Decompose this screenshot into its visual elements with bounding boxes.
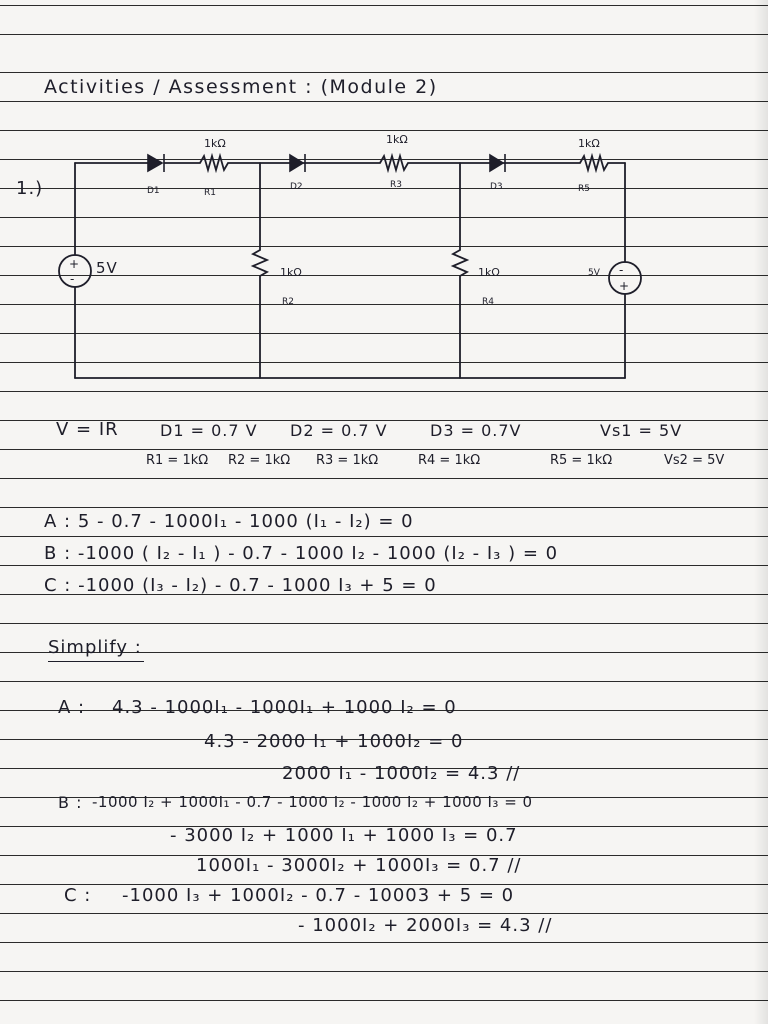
simplify-b-line-1: -1000 I₂ + 1000I₁ - 0.7 - 1000 I₂ - 1000 I₂ + 1000 I₃ = 0 bbox=[92, 793, 533, 811]
r5-value-label: 1kΩ bbox=[578, 137, 600, 150]
page-title: Activities / Assessment : (Module 2) bbox=[44, 76, 438, 98]
simplify-b-label: B : bbox=[58, 793, 83, 812]
loop-equation-b: B : -1000 ( I₂ - I₁ ) - 0.7 - 1000 I₂ - 1000 (I₂ - I₃ ) = 0 bbox=[44, 543, 559, 564]
simplify-a-line-1: 4.3 - 1000I₁ - 1000I₁ + 1000 I₂ = 0 bbox=[112, 697, 457, 718]
r2-value-label: 1kΩ bbox=[280, 266, 302, 279]
svg-text:+: + bbox=[619, 279, 630, 293]
svg-text:-: - bbox=[619, 263, 624, 277]
r5-name-label: R5 bbox=[578, 184, 590, 194]
simplify-underline bbox=[48, 661, 144, 662]
d1-label: D1 bbox=[147, 186, 160, 196]
d2-label: D2 bbox=[290, 182, 303, 192]
r1-name-label: R1 bbox=[204, 188, 216, 198]
simplify-c-label: C : bbox=[64, 885, 92, 906]
r2-name-label: R2 bbox=[282, 297, 294, 307]
simplify-a-line-3: 2000 I₁ - 1000I₂ = 4.3 // bbox=[282, 763, 521, 784]
r2-given: R2 = 1kΩ bbox=[228, 453, 291, 468]
r3-name-label: R3 bbox=[390, 180, 402, 190]
ohms-law: V = IR bbox=[56, 419, 119, 440]
d1-given: D1 = 0.7 V bbox=[160, 421, 258, 440]
loop-equation-a: A : 5 - 0.7 - 1000I₁ - 1000 (I₁ - I₂) = 0 bbox=[44, 511, 414, 532]
d2-given: D2 = 0.7 V bbox=[290, 421, 388, 440]
r3-value-label: 1kΩ bbox=[386, 133, 408, 146]
svg-text:+: + bbox=[69, 257, 80, 271]
simplify-a-label: A : bbox=[58, 697, 86, 718]
r3-given: R3 = 1kΩ bbox=[316, 453, 379, 468]
svg-text:-: - bbox=[70, 272, 75, 286]
simplify-heading: Simplify : bbox=[48, 637, 142, 658]
simplify-a-line-2: 4.3 - 2000 I₁ + 1000I₂ = 0 bbox=[204, 731, 464, 752]
vs1-given: Vs1 = 5V bbox=[600, 421, 683, 440]
r4-value-label: 1kΩ bbox=[478, 266, 500, 279]
loop-equation-c: C : -1000 (I₃ - I₂) - 0.7 - 1000 I₃ + 5 = 0 bbox=[44, 575, 437, 596]
simplify-b-line-2: - 3000 I₂ + 1000 I₁ + 1000 I₃ = 0.7 bbox=[170, 825, 518, 846]
d3-given: D3 = 0.7V bbox=[430, 421, 522, 440]
vs2-given: Vs2 = 5V bbox=[664, 453, 725, 468]
simplify-c-line-2: - 1000I₂ + 2000I₃ = 4.3 // bbox=[298, 915, 553, 936]
r4-name-label: R4 bbox=[482, 297, 494, 307]
r1-given: R1 = 1kΩ bbox=[146, 453, 209, 468]
d3-label: D3 bbox=[490, 182, 503, 192]
problem-number: 1.) bbox=[16, 178, 44, 199]
vs2-label: 5V bbox=[588, 268, 600, 278]
simplify-b-line-3: 1000I₁ - 3000I₂ + 1000I₃ = 0.7 // bbox=[196, 855, 522, 876]
r5-given: R5 = 1kΩ bbox=[550, 453, 613, 468]
r4-given: R4 = 1kΩ bbox=[418, 453, 481, 468]
simplify-c-line-1: -1000 I₃ + 1000I₂ - 0.7 - 10003 + 5 = 0 bbox=[122, 885, 515, 906]
r1-value-label: 1kΩ bbox=[204, 137, 226, 150]
vs1-label: 5V bbox=[96, 259, 118, 277]
